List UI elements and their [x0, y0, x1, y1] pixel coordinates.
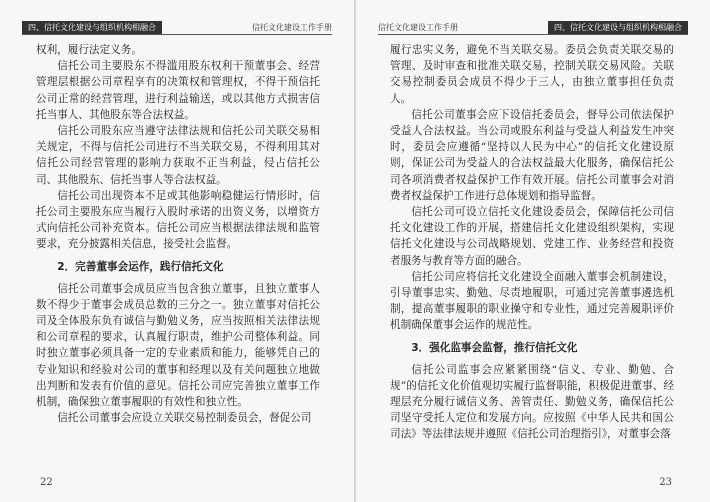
paragraph: 信托公司董事会应设立关联交易控制委员会，督促公司 — [57, 412, 312, 425]
right-page-body — [390, 42, 674, 443]
paragraph: 信托公司董事会应下设信托委员会，督导公司依法保护受益人合法权益。当公司或股东利益与受益人利益发生冲突时，委员会应遵循“坚持以人民为中心”的信托文化建设原则，保证公司为受益人的合法权益最大化服务，确保信托公司各项消费者权益保护工作有效开展。信托公司董事会对消费者权益保护工作进行总体规划和指导监督。 — [390, 108, 674, 202]
paragraph: 信托公司可设立信托文化建设委员会，保障信托公司信托文化建设工作的开展，搭建信托文化建设组织架构，实现信托文化建设与公司战略规划、党建工作、业务经营和投资者服务与教育等方面的融合。 — [390, 206, 674, 267]
section-heading: 3．强化监事会监督，推行信托文化 — [411, 341, 578, 354]
paragraph: 履行忠实义务，避免不当关联交易。委员会负责关联交易的管理、及时审查和批准关联交易，控制关联交易风险。关联交易控制委员会成员不得少于三人，由独立董事担任负责人。 — [390, 44, 674, 105]
left-page-body — [36, 42, 320, 426]
chapter-chip: 四、信托文化建设与组织机构相融合 — [22, 21, 162, 34]
running-title: 信托文化建设工作手册 — [378, 22, 458, 32]
paragraph: 信托公司应将信托文化建设全面融入董事会机制建设，引导董事忠实、勤勉、尽责地履职，可通过完善董事遴选机制，提高董事履职的职业操守和专业性，通过完善履职评价机制确保董事会运作的规范性。 — [390, 270, 674, 332]
running-title: 信托文化建设工作手册 — [252, 22, 332, 32]
right-running-header — [378, 20, 688, 35]
paragraph: 信托公司出现资本不足或其他影响稳健运行情形时，信托公司主要股东应当履行入股时承诺的出资义务，以增资方式向信托公司补充资本。信托公司应当根据法律法规和监管要求，充分披露相关信息，接受社会监督。 — [36, 189, 320, 251]
left-running-header — [22, 20, 332, 35]
page-number: 23 — [659, 477, 672, 488]
paragraph: 信托公司主要股东不得滥用股东权利干预董事会、经营管理层根据公司章程享有的决策权和管理权，不得干预信托公司正常的经营管理，进行利益输送，或以其他方式损害信托当事人、其他股东等合法权益。 — [36, 60, 320, 121]
section-heading: 2．完善董事会运作，践行信托文化 — [57, 260, 224, 273]
paragraph: 权利，履行法定义务。 — [36, 44, 142, 56]
paragraph: 信托公司监事会应紧紧围绕“信义、专业、勤勉、合规”的信托文化价值观切实履行监督职能，积极促进董事、经理层充分履行诚信义务、善管责任、勤勉义务，确保信托公司坚守受托人定位和发展方向。应按照《中华人民共和国公司法》等法律法规并遵照《信托公司治理指引》，对董事会落 — [390, 363, 674, 441]
right-page — [355, 0, 710, 502]
page-number: 22 — [40, 477, 53, 488]
paragraph: 信托公司董事会成员应当包含独立董事，且独立董事人数不得少于董事会成员总数的三分之一。独立董事对信托公司及全体股东负有诚信与勤勉义务，应当按照相关法律法规和公司章程的要求，认真履行职责，维护公司整体利益。同时独立董事必须具备一定的专业素质和能力，能够凭自己的专业知识和经验对公司的董事和经理以及有关问题独立地做出判断和发表有价值的意见。信托公司应完善独立董事工作机制，确保独立董事履职的有效性和独立性。 — [36, 282, 320, 409]
chapter-chip: 四、信托文化建设与组织机构相融合 — [548, 21, 688, 34]
paragraph: 信托公司股东应当遵守法律法规和信托公司关联交易相关规定，不得与信托公司进行不当关联交易，不得利用其对信托公司经营管理的影响力获取不正当利益，侵占信托公司、其他股东、信托当事人等合法权益。 — [36, 125, 320, 186]
